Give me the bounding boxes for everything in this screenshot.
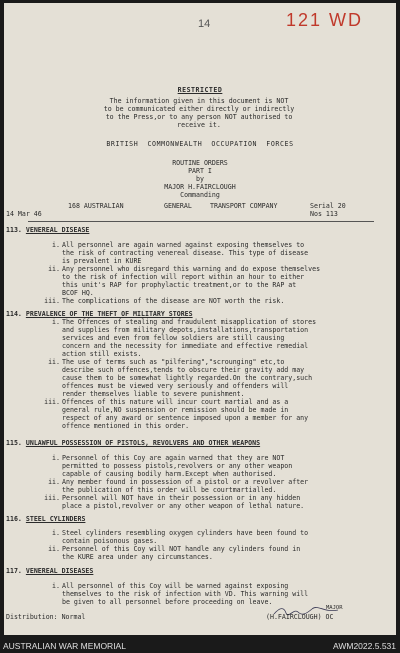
item-number: i. [52, 454, 60, 462]
item-text: Any personnel who disregard this warning and do expose themselves to the risk of infection will report within an hour to either this unit's RAP for prophylactic treatment,or to the RAP at BCOF HQ. [62, 265, 321, 297]
divider [28, 221, 374, 222]
distribution-notice [74, 98, 324, 130]
order-numbers: Nos 113 [310, 210, 338, 218]
item-text: All personnel of this Coy will be warned against exposing themselves to the risk of infection with VD. This warning will be given to all personnel before proceeding on leave. [62, 582, 309, 606]
archive-name: AUSTRALIAN WAR MEMORIAL [3, 641, 126, 651]
item-text: Personnel will NOT have in their possession or in any hidden place a pistol,revolver or any other weapon of lethal nature. [62, 494, 305, 510]
section-heading-113 [6, 227, 89, 235]
archive-caption-bar [0, 638, 400, 653]
notice-line: The information given in this document is NOT [109, 97, 289, 105]
item-text: The Offences of stealing and fraudulent misapplication of stores and supplies from military depots,installations,transportation services and even from fellow soldiers are still causing concern and the necessity for immediate and effective remedial action still exists. [62, 318, 317, 358]
item-number: i. [52, 241, 60, 249]
item-text: Personnel of this Coy will NOT handle any cylinders found in the KURE area under any circumstances. [62, 545, 301, 561]
section-title: STEEL CYLINDERS [25, 515, 86, 523]
unit-type: GENERAL [164, 202, 192, 210]
section-heading-116 [6, 516, 85, 524]
author-line: MAJOR H.FAIRCLOUGH [164, 183, 236, 191]
red-reference-mark: 121 WD [286, 10, 364, 30]
item-text: Steel cylinders resembling oxygen cylinders have been found to contain poisonous gases. [62, 529, 309, 545]
section-number: 113. [6, 226, 22, 234]
section-title: VENEREAL DISEASES [25, 567, 94, 575]
orders-title: ROUTINE ORDERS [172, 159, 228, 167]
item-number: ii. [48, 358, 60, 366]
serial-number: Serial 20 [310, 202, 346, 210]
item-number: ii. [48, 545, 60, 553]
item-number: iii. [44, 494, 60, 502]
section-number: 117. [6, 567, 22, 575]
notice-line: to be communicated either directly or indirectly [103, 104, 295, 113]
item-number: i. [52, 582, 60, 590]
orders-part: PART I [188, 167, 212, 175]
section-number: 114. [6, 310, 22, 318]
unit-role: TRANSPORT COMPANY [210, 202, 278, 210]
order-date: 14 Mar 46 [6, 210, 42, 218]
role-line: Commanding [180, 191, 220, 199]
item-text: Offences of this nature will incur court martial and as a general rule,NO suspension or remission should be made in respect of any award or sentence imposed upon a member for any offence mentioned in this order. [62, 398, 309, 430]
item-text: The use of terms such as "pilfering","scrounging" etc,to describe such offences,tends to obscure their gravity add may cause them to be somewhat lightly regarded.On the contrary,such offences must be viewed very seriously and offenders will render themselves liable to severe punishment. [62, 358, 313, 398]
item-number: ii. [48, 478, 60, 486]
section-number: 116. [6, 515, 22, 523]
classification-heading: RESTRICTED [177, 86, 223, 94]
section-title: PREVALENCE OF THE THEFT OF MILITARY STORES [25, 310, 193, 318]
section-title: UNLAWFUL POSSESSION OF PISTOLS, REVOLVERS AND OTHER WEAPONS [25, 439, 261, 447]
by-line: by [196, 175, 204, 183]
unit-name: 168 AUSTRALIAN [68, 202, 124, 210]
item-text: Any member found in possession of a pistol or a revolver after the publication of this order will be courtmartialled. [62, 478, 309, 494]
distribution-line: Distribution: Normal [6, 613, 86, 621]
signature-rank: MAJOR [326, 605, 343, 611]
notice-line: receive it. [177, 120, 221, 129]
item-number: i. [52, 529, 60, 537]
archive-accession-number: AWM2022.5.531 [333, 641, 396, 651]
item-text: The complications of the disease are NOT worth the risk. [62, 297, 285, 305]
section-heading-117 [6, 568, 93, 576]
section-title: VENEREAL DISEASE [25, 226, 90, 234]
item-number: ii. [48, 265, 60, 273]
item-number: iii. [44, 398, 60, 406]
item-number: i. [52, 318, 60, 326]
signature-block: (H.FAIRCLOUGH) OC [266, 613, 334, 621]
item-text: Personnel of this Coy are again warned that they are NOT permitted to possess pistols,revolvers or any other weapon capable of causing bodily harm.Except when authorised. [62, 454, 293, 478]
section-number: 115. [6, 439, 22, 447]
item-number: iii. [44, 297, 60, 305]
document-page [4, 3, 396, 635]
section-heading-115 [6, 440, 260, 448]
item-text: All personnel are again warned against exposing themselves to the risk of contracting venereal disease. This type of disease is prevalent in KURE [62, 241, 309, 265]
notice-line: to the Press,or to any person NOT authorised to [105, 112, 293, 121]
formation-title: BRITISH COMMONWEALTH OCCUPATION FORCES [106, 140, 294, 148]
pencil-page-number: 14 [198, 18, 211, 30]
